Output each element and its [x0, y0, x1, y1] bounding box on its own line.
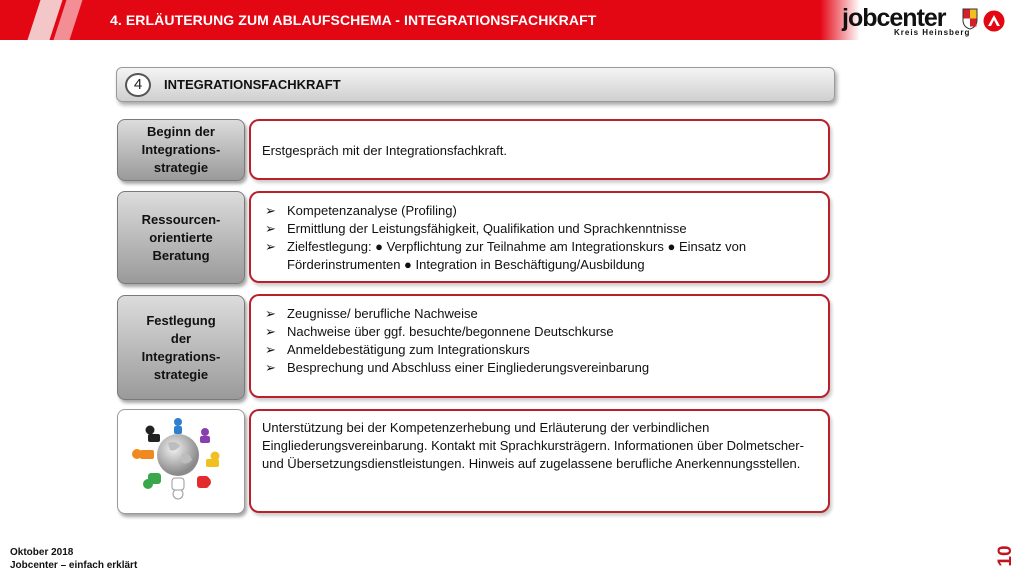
list-item: ➢ Zielfestlegung: ● Verpflichtung zur Teilnahme am Integrationskurs ● Einsatz von Förderinstrumenten ● Integration in Beschäftigung/Ausbildung: [265, 239, 747, 272]
row-label-text: Beginn der Integrations- strategie: [141, 124, 221, 175]
arbeitsagentur-logo-icon: [983, 10, 1005, 32]
row-label-beginn: [117, 119, 245, 181]
row-content-festlegung: [249, 294, 830, 398]
people-around-globe-icon: [118, 410, 244, 513]
row-content-beginn: [249, 119, 830, 180]
arrow-bullet-icon: ➢: [265, 324, 276, 339]
section-title: INTEGRATIONSFACHKRAFT: [164, 77, 341, 92]
arrow-bullet-icon: ➢: [265, 306, 276, 321]
bullet-list: [262, 305, 818, 377]
header-bar: [0, 0, 1024, 40]
coat-of-arms-icon: [962, 8, 978, 30]
section-header: [116, 67, 835, 102]
row-content-unterstuetzung: [249, 409, 830, 513]
integration-globe-image: [117, 409, 245, 514]
list-item: ➢ Anmeldebestätigung zum Integrationskurs: [265, 342, 530, 357]
list-item: ➢ Besprechung und Abschluss einer Eingliederungsvereinbarung: [265, 360, 650, 375]
footer: [10, 546, 137, 572]
row-label-festlegung: [117, 295, 245, 400]
section-number-badge: 4: [125, 73, 151, 97]
list-item: ➢ Ermittlung der Leistungsfähigkeit, Qualifikation und Sprachkenntnisse: [265, 221, 687, 236]
arrow-bullet-icon: ➢: [265, 342, 276, 357]
logo-subtitle: Kreis Heinsberg: [894, 28, 971, 37]
list-item: ➢ Zeugnisse/ berufliche Nachweise: [265, 306, 478, 321]
row-content-text: Erstgespräch mit der Integrationsfachkraft.: [262, 143, 507, 158]
page-number: 10: [995, 545, 1016, 567]
list-item: ➢ Kompetenzanalyse (Profiling): [265, 203, 457, 218]
arrow-bullet-icon: ➢: [265, 203, 276, 218]
page-title: 4. ERLÄUTERUNG ZUM ABLAUFSCHEMA - INTEGRATIONSFACHKRAFT: [110, 12, 597, 28]
row-label-beratung: [117, 191, 245, 284]
footer-date: Oktober 2018: [10, 547, 74, 558]
logo-wordmark: jobcenter: [842, 4, 946, 32]
bullet-list: [262, 202, 818, 274]
row-label-text: Festlegung der Integrations- strategie: [141, 312, 221, 382]
row-label-text: Ressourcen- orientierte Beratung: [141, 211, 221, 263]
row-content-beratung: [249, 191, 830, 283]
arrow-bullet-icon: ➢: [265, 360, 276, 375]
row-content-text: Unterstützung bei der Kompetenzerhebung und Erläuterung der verbindlichen Eingliederungsvereinbarung. Kontakt mit Sprachkursträgern. Informationen über Dolmetscher- und Übersetzungsdienstleistungen. Hinweis auf zugelassene berufliche Anerkennungsstellen.: [262, 420, 804, 471]
jobcenter-logo: [842, 6, 1020, 38]
arrow-bullet-icon: ➢: [265, 221, 276, 236]
arrow-bullet-icon: ➢: [265, 239, 276, 254]
footer-tagline: Jobcenter – einfach erklärt: [10, 560, 138, 571]
list-item: ➢ Nachweise über ggf. besuchte/begonnene Deutschkurse: [265, 324, 614, 339]
